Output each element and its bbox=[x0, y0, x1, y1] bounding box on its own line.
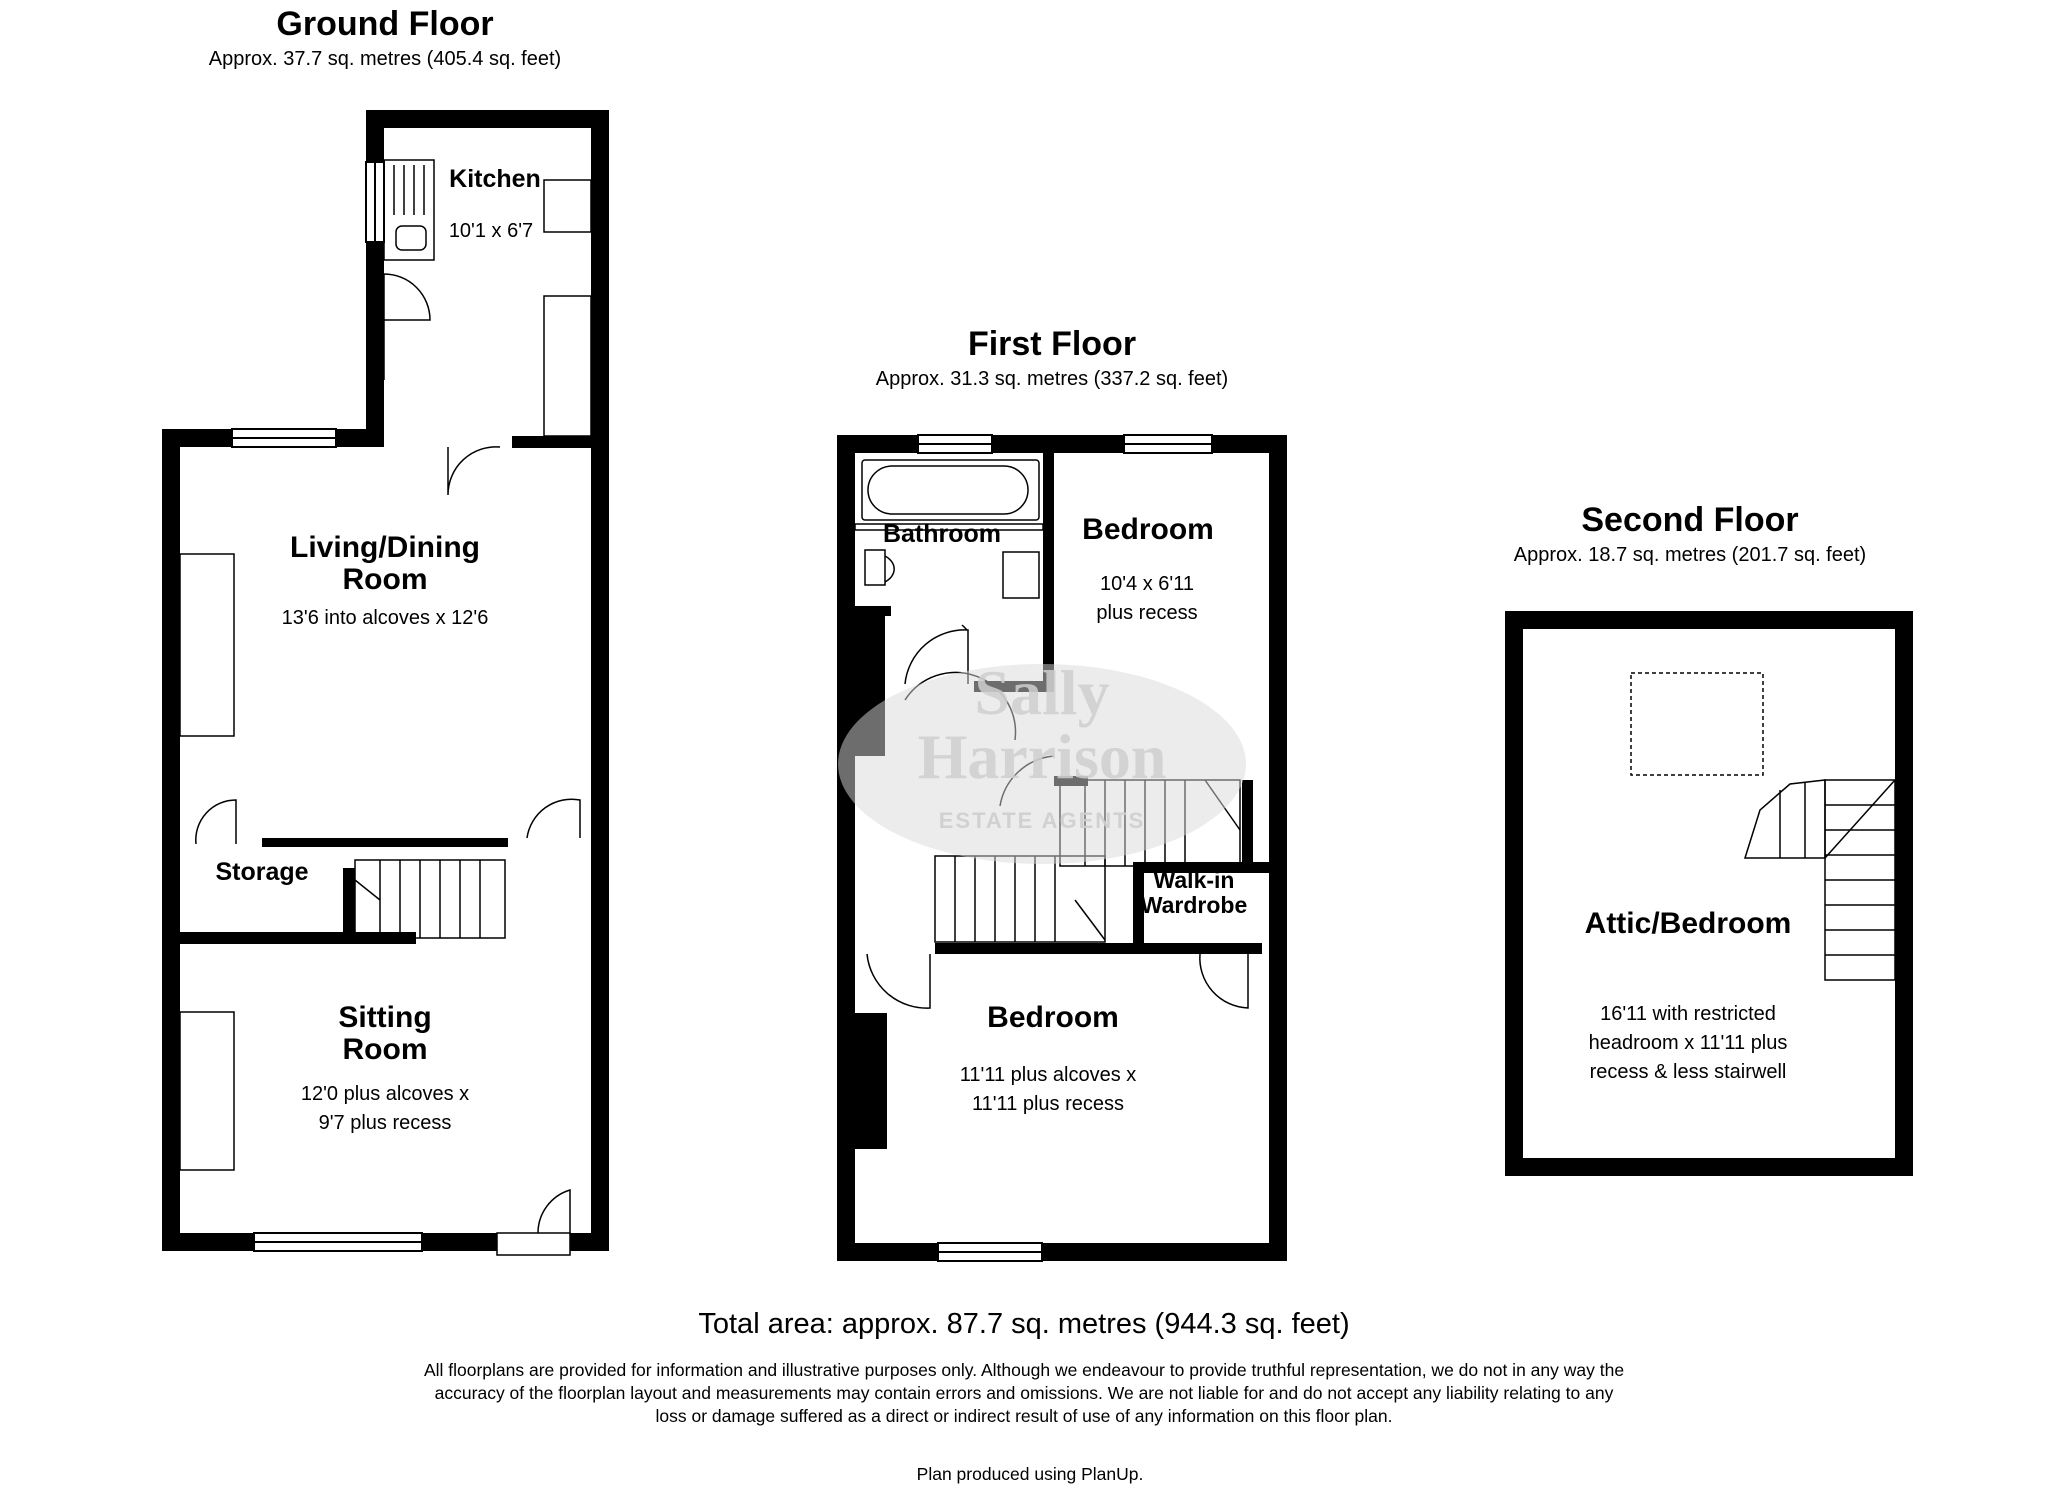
ground-floor-area: Approx. 37.7 sq. metres (405.4 sq. feet) bbox=[208, 48, 562, 70]
wall bbox=[1505, 1158, 1913, 1176]
wall bbox=[366, 110, 384, 436]
wall bbox=[1242, 780, 1253, 870]
plan-credit: Plan produced using PlanUp. bbox=[916, 1464, 1144, 1484]
wall bbox=[935, 943, 1262, 954]
second-floor-title: Second Floor bbox=[1581, 501, 1799, 539]
wall bbox=[162, 429, 232, 447]
wall bbox=[512, 436, 609, 448]
skylight bbox=[1631, 673, 1763, 775]
wall bbox=[837, 435, 855, 1261]
wall bbox=[837, 435, 1287, 453]
watermark-line-1: Sally bbox=[974, 657, 1110, 728]
storage-label: Storage bbox=[215, 858, 309, 886]
living-dining-dims: 13'6 into alcoves x 12'6 bbox=[281, 607, 489, 629]
wall bbox=[422, 1233, 497, 1251]
bathroom-label: Bathroom bbox=[882, 520, 1002, 548]
bedroom-front-dims-1: 10'4 x 6'11 bbox=[1099, 573, 1195, 595]
sitting-room-label-1: Sitting bbox=[338, 1001, 432, 1034]
wall bbox=[591, 110, 609, 436]
chimney-breast bbox=[180, 554, 234, 736]
kitchen-dims: 10'1 x 6'7 bbox=[448, 220, 534, 242]
wall bbox=[1505, 611, 1523, 1176]
bedroom-main-dims-1: 11'11 plus alcoves x bbox=[959, 1064, 1137, 1086]
watermark-line-3: ESTATE AGENTS bbox=[938, 808, 1146, 833]
bedroom-front-dims-2: plus recess bbox=[1096, 602, 1198, 624]
first-floor-title: First Floor bbox=[967, 325, 1137, 363]
wall bbox=[570, 1233, 609, 1251]
living-dining-label-2: Room bbox=[342, 563, 428, 596]
wall bbox=[343, 868, 355, 936]
wall bbox=[262, 838, 508, 847]
sitting-room-dims-1: 12'0 plus alcoves x bbox=[300, 1083, 470, 1105]
walk-in-wardrobe-label-1: Walk-in bbox=[1153, 867, 1235, 893]
staircase bbox=[355, 860, 505, 938]
wall bbox=[366, 110, 609, 128]
wall bbox=[162, 1233, 254, 1251]
wall bbox=[591, 429, 609, 1251]
sitting-room-label-2: Room bbox=[342, 1033, 428, 1066]
staircase-lower bbox=[935, 856, 1105, 942]
attic-bedroom-label: Attic/Bedroom bbox=[1584, 907, 1792, 940]
wall bbox=[336, 429, 384, 447]
attic-bedroom-dims-3: recess & less stairwell bbox=[1589, 1061, 1787, 1083]
chimney-breast bbox=[180, 1012, 234, 1170]
second-floor-plan bbox=[1505, 611, 1913, 1176]
attic-bedroom-dims-1: 16'11 with restricted bbox=[1600, 1003, 1776, 1025]
bedroom-main-label: Bedroom bbox=[987, 1001, 1119, 1034]
kitchen-fittings bbox=[384, 160, 591, 436]
wall bbox=[162, 429, 180, 1251]
first-floor-area: Approx. 31.3 sq. metres (337.2 sq. feet) bbox=[875, 368, 1229, 390]
bedroom-main-dims-2: 11'11 plus recess bbox=[971, 1093, 1125, 1115]
living-dining-label-1: Living/Dining bbox=[290, 531, 480, 564]
sitting-room-dims-2: 9'7 plus recess bbox=[318, 1112, 452, 1134]
watermark-line-2: Harrison bbox=[917, 721, 1167, 792]
second-floor-area: Approx. 18.7 sq. metres (201.7 sq. feet) bbox=[1513, 544, 1867, 566]
total-area: Total area: approx. 87.7 sq. metres (944.3 sq. feet) bbox=[698, 1308, 1350, 1340]
disclaimer-line-1: All floorplans are provided for information and illustrative purposes only. Although we endeavour to provide truthful representation, we do not in any way the bbox=[423, 1360, 1625, 1380]
wall bbox=[1269, 435, 1287, 1261]
disclaimer-line-3: loss or damage suffered as a direct or indirect result of use of any information on this floor plan. bbox=[655, 1406, 1393, 1426]
wall bbox=[1505, 611, 1913, 629]
wall bbox=[855, 1013, 887, 1149]
walk-in-wardrobe-label-2: Wardrobe bbox=[1140, 892, 1248, 918]
wall bbox=[1043, 453, 1054, 689]
attic-bedroom-dims-2: headroom x 11'11 plus bbox=[1588, 1032, 1788, 1054]
staircase-attic bbox=[1745, 780, 1895, 980]
disclaimer-line-2: accuracy of the floorplan layout and measurements may contain errors and omissions. We are not liable for and do not accept any liability relating to any bbox=[434, 1383, 1614, 1403]
wall bbox=[837, 1243, 1287, 1261]
kitchen-label: Kitchen bbox=[449, 165, 541, 193]
bedroom-front-label: Bedroom bbox=[1082, 513, 1214, 546]
wall bbox=[1895, 611, 1913, 1176]
ground-floor-title: Ground Floor bbox=[276, 5, 494, 43]
